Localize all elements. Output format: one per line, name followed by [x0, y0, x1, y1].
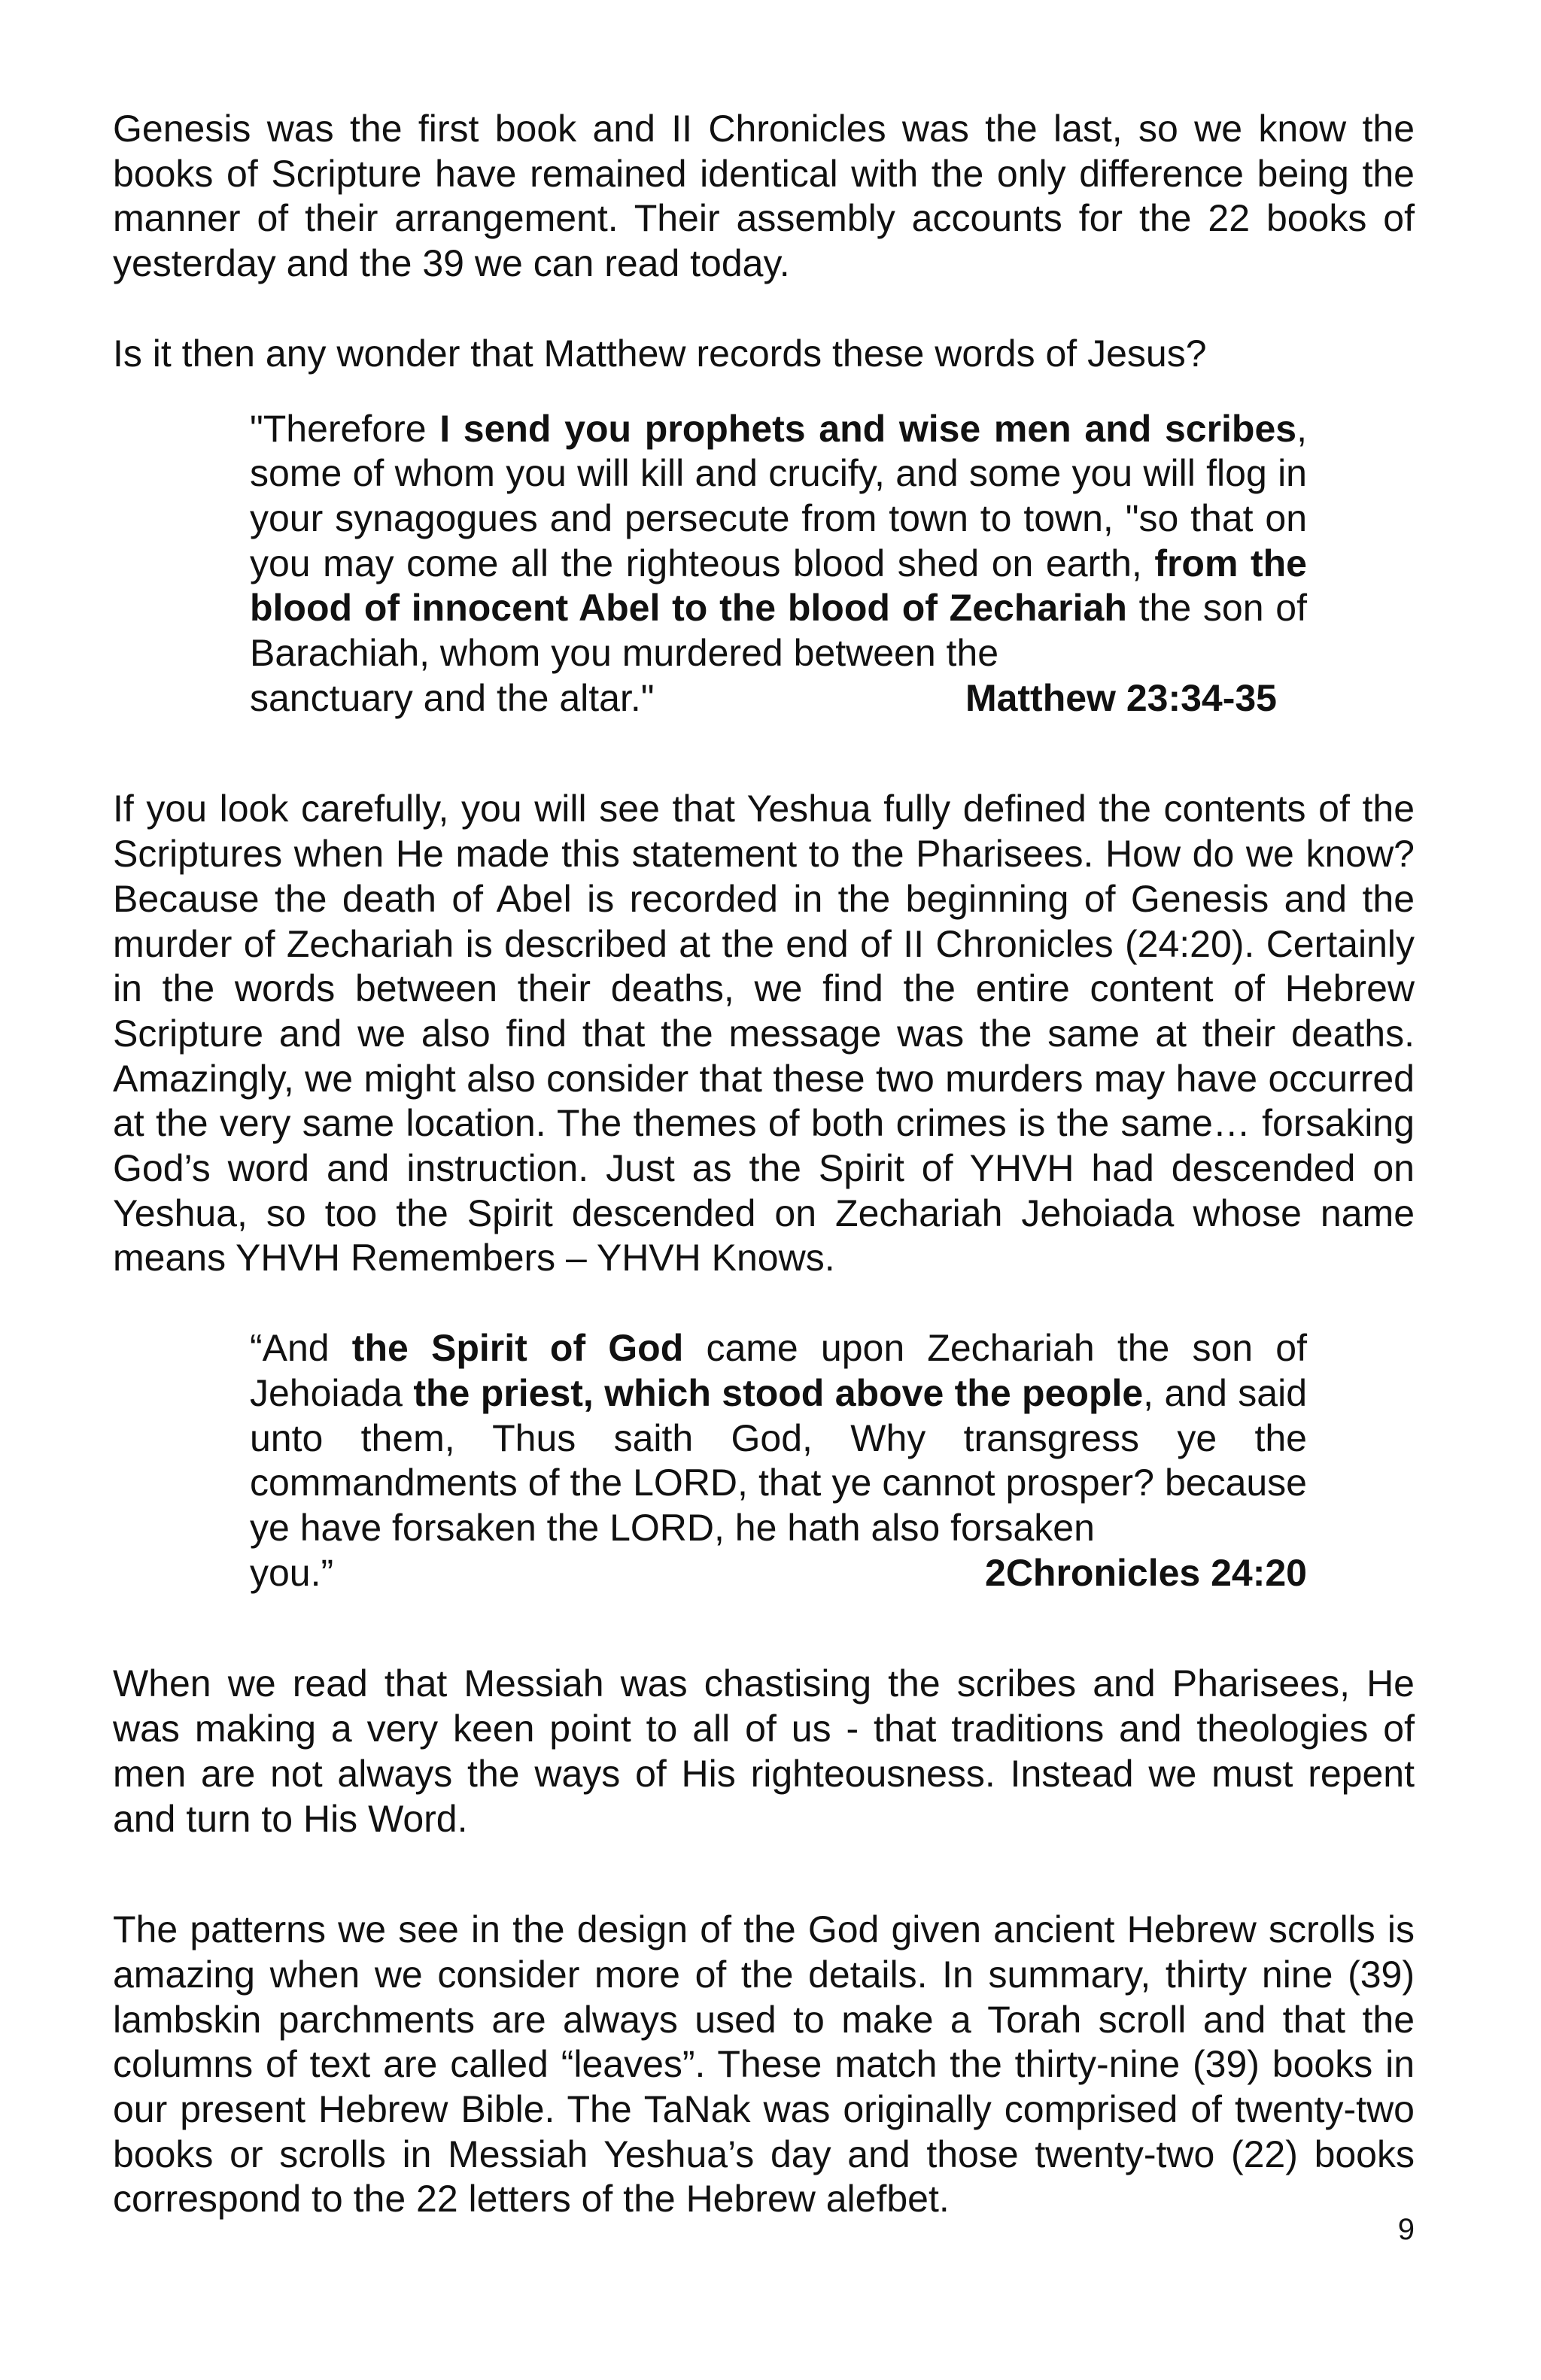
paragraph-messiah-chastising: When we read that Messiah was chastising the scribes and Pharisees, He was making a very keen point to all of us - that traditions and theologies of men are not always the ways of His righteousness. Instead we must repent and turn to His Word.: [113, 1662, 1415, 1840]
quote-emphasis: from the blood of innocent Abel to the blood of Zechariah: [250, 542, 1307, 630]
quote-emphasis: the priest, which stood above the people: [413, 1371, 1144, 1414]
page-content: [113, 107, 1415, 2222]
quote-text: “And: [250, 1327, 352, 1370]
quote-text: "Therefore: [250, 407, 440, 450]
quote-text: , some of whom you will kill and crucify, and some you will flog in your synagogues and persecute from town to town, "so that on you may come all the righteous blood shed on earth,: [250, 407, 1307, 584]
quote-text: came upon Zechariah the son of Jehoiada: [250, 1327, 1307, 1414]
paragraph-genesis: Genesis was the first book and II Chronicles was the last, so we know the books of Scripture have remained identical with the only difference being the manner of their arrangement. Their assembly accounts for the 22 books of yesterday and the 39 we can read today.: [113, 108, 1415, 285]
paragraph-yeshua-defined: If you look carefully, you will see that Yeshua fully defined the contents of the Scriptures when He made this statement to the Pharisees. How do we know? Because the death of Abel is recorded in the beginning of Genesis and the murder of Zechariah is described at the end of II Chronicles (24:20). Certainly in the words between their deaths, we find the entire content of Hebrew Scripture and we also find that the message was the same at their deaths. Amazingly, we might also consider that these two murders may have occurred at the very same location. The themes of both crimes is the same… forsaking God’s word and instruction. Just as the Spirit of YHVH had descended on Yeshua, so too the Spirit descended on Zechariah Jehoiada whose name means YHVH Remembers – YHVH Knows.: [113, 788, 1415, 1280]
quote-chronicles: [250, 1326, 1307, 1595]
paragraph-hebrew-scrolls: The patterns we see in the design of the God given ancient Hebrew scrolls is amazing when we consider more of the details. In summary, thirty nine (39) lambskin parchments are always used to make a Torah scroll and that the columns of text are called “leaves”. These match the thirty-nine (39) books in our present Hebrew Bible. The TaNak was originally comprised of twenty-two books or scrolls in Messiah Yeshua’s day and those twenty-two (22) books correspond to the 22 letters of the Hebrew alefbet.: [113, 1908, 1415, 2221]
quote-text: sanctuary and the altar.": [250, 676, 655, 719]
scripture-reference: Matthew 23:34-35: [965, 676, 1277, 719]
paragraph-matthew-intro: Is it then any wonder that Matthew records these words of Jesus?: [113, 332, 1207, 375]
quote-emphasis: the Spirit of God: [351, 1327, 684, 1370]
quote-text: , and said unto them, Thus saith God, Why transgress ye the commandments of the LORD, that ye cannot prosper? because ye have forsaken the LORD, he hath also forsaken: [250, 1371, 1307, 1549]
quote-last-line: [250, 676, 1307, 721]
quote-text: you.”: [250, 1551, 334, 1594]
quote-last-line: [250, 1551, 1307, 1596]
quote-text: the son of Barachiah, whom you murdered between the: [250, 587, 1308, 675]
quote-emphasis: I send you prophets and wise men and scribes: [439, 407, 1297, 450]
scripture-reference: 2Chronicles 24:20: [985, 1551, 1307, 1594]
quote-matthew: [250, 407, 1307, 721]
page-number: 9: [1397, 2213, 1415, 2246]
